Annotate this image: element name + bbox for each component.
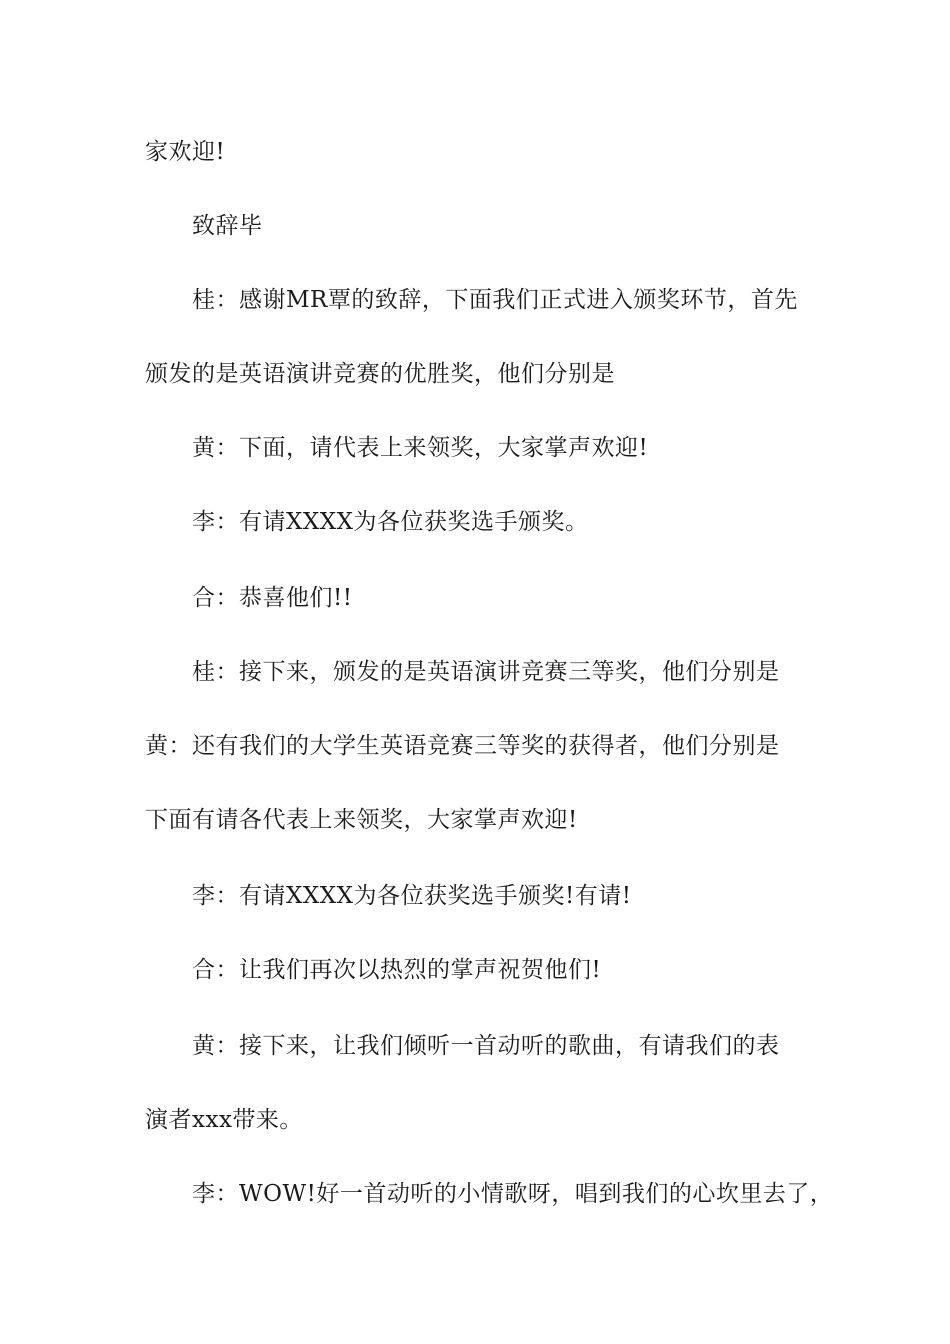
text-line: 李：WOW!好一首动听的小情歌呀，唱到我们的心坎里去了，	[192, 1181, 834, 1207]
text-line: 桂：感谢MR覃的致辞，下面我们正式进入颁奖环节，首先	[192, 287, 798, 313]
text-line: 下面有请各代表上来领奖，大家掌声欢迎!	[145, 807, 578, 833]
text-line: 桂：接下来，颁发的是英语演讲竞赛三等奖，他们分别是	[192, 659, 780, 685]
text-line: 黄：下面，请代表上来领奖，大家掌声欢迎!	[192, 435, 649, 461]
text-line: 致辞毕	[192, 213, 263, 239]
text-line: 颁发的是英语演讲竞赛的优胜奖，他们分别是	[145, 361, 615, 387]
text-line: 黄：接下来，让我们倾听一首动听的歌曲，有请我们的表	[192, 1033, 780, 1059]
text-line: 李：有请XXXX为各位获奖选手颁奖。	[192, 509, 589, 535]
text-line: 合：让我们再次以热烈的掌声祝贺他们!	[192, 957, 602, 983]
text-line: 合：恭喜他们!!	[192, 585, 353, 611]
text-line: 家欢迎!	[145, 139, 226, 165]
text-line: 李：有请XXXX为各位获奖选手颁奖!有请!	[192, 883, 632, 909]
text-line: 黄：还有我们的大学生英语竞赛三等奖的获得者，他们分别是	[145, 733, 780, 759]
text-line: 演者xxx带来。	[145, 1107, 303, 1133]
